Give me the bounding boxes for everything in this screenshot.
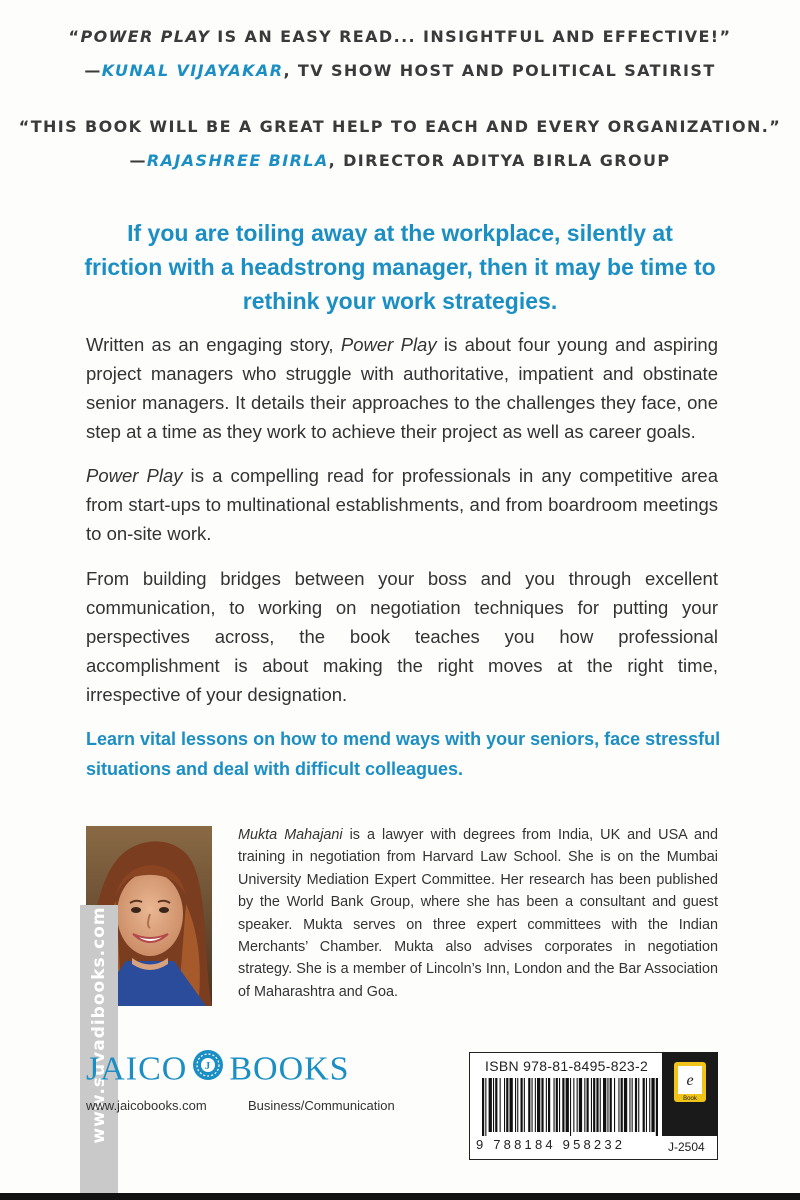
author-bio: [238, 824, 718, 1003]
publisher-website: www.jaicobooks.com: [86, 1098, 207, 1113]
quote-2-text: “THIS BOOK WILL BE A GREAT HELP TO EACH AND EVERY ORGANIZATION.”: [18, 117, 782, 136]
publisher-logo: [86, 1048, 350, 1091]
barcode-bar: [587, 1078, 589, 1132]
barcode-bar: [651, 1078, 654, 1132]
review-quote-1: [0, 20, 800, 88]
barcode-bar: [500, 1078, 501, 1132]
quote-1-attribution: [0, 54, 800, 88]
barcode-bar: [517, 1078, 518, 1132]
barcode-bar: [600, 1078, 601, 1132]
ebook-label: Book: [683, 1096, 697, 1102]
barcode-bar: [621, 1078, 623, 1132]
barcode-bar: [541, 1078, 543, 1132]
quote-open-mark: “: [68, 27, 81, 46]
barcode-bar: [537, 1078, 540, 1132]
author-bio-text: is a lawyer with degrees from India, UK and USA and training in negotiation from Harvard Law School. She is on the Mumbai University Mediation Expert Committee. Her research has been published by the World Bank Group, where she has been a consultant and guest speaker. Mukta serves on three expert committees with the Indian Merchants’ Chamber. Mukta also advises corporates in negotiation strategy. She is a member of Lincoln’s Inn, London and the Bar Association of Maharashtra and Goa.: [238, 827, 718, 1000]
barcode-bar: [579, 1078, 582, 1132]
lead-line: rethink your work strategies.: [242, 288, 558, 314]
barcode-bar: [562, 1078, 564, 1132]
watermark-text: www.suvadibooks.com: [89, 906, 109, 1144]
barcode-bar: [638, 1078, 639, 1132]
barcode-bar: [632, 1078, 633, 1132]
barcode-bar: [596, 1078, 598, 1132]
barcode-bar: [504, 1078, 505, 1132]
barcode-bar: [566, 1078, 569, 1132]
barcode-bar: [649, 1078, 650, 1132]
barcode-bar: [607, 1078, 608, 1132]
publisher-name-right: BOOKS: [229, 1050, 350, 1088]
barcode-bar: [584, 1078, 585, 1132]
ebook-letter: e: [686, 1072, 694, 1089]
barcode-bar: [656, 1078, 658, 1136]
author-name: Mukta Mahajani: [238, 827, 343, 843]
quote-1-author: KUNAL VIJAYAKAR: [101, 61, 284, 80]
barcode-bar: [624, 1078, 627, 1132]
barcode-bar: [554, 1078, 555, 1132]
barcode-bar: [506, 1078, 508, 1132]
quote-1-text: [0, 20, 800, 54]
barcode-bar: [591, 1078, 592, 1132]
paragraph-text: Written as an engaging story,: [86, 334, 341, 355]
book-title-italic: Power Play: [340, 334, 437, 355]
barcode-bar: [570, 1078, 571, 1136]
barcode-number: 9 788184 958232: [476, 1137, 626, 1152]
seal-letter: J: [205, 1060, 212, 1072]
barcode-bar: [532, 1078, 533, 1132]
attribution-dash: —: [129, 151, 147, 170]
barcode-bar: [510, 1078, 513, 1132]
callout-line: situations and deal with difficult colleagues.: [86, 759, 464, 779]
barcode-bar: [535, 1078, 536, 1132]
barcode-bar: [556, 1078, 558, 1132]
barcode-image: [482, 1078, 658, 1136]
barcode-bar: [646, 1078, 647, 1132]
barcode-bar: [485, 1078, 486, 1136]
barcode-bar: [593, 1078, 595, 1132]
barcode-bar: [635, 1078, 637, 1132]
barcode-bar: [548, 1078, 550, 1132]
barcode-bar: [521, 1078, 523, 1132]
review-quote-2: [0, 110, 800, 178]
barcode-bar: [618, 1078, 619, 1132]
isbn-label: ISBN 978-81-8495-823-2: [485, 1058, 649, 1074]
lead-statement: [60, 216, 740, 318]
lead-line: If you are toiling away at the workplace, silently at: [127, 220, 673, 246]
barcode-bar: [493, 1078, 494, 1132]
quote-2-role: , DIRECTOR ADITYA BIRLA GROUP: [328, 151, 671, 170]
description-paragraph-3: From building bridges between your boss and you through excellent communication, to working on negotiation techniques for putting your perspectives across, the book teaches you how professional accomplishment is about making the right moves at the right time, irrespective of your designation.: [86, 568, 718, 705]
book-title-italic: Power Play: [86, 465, 183, 486]
paragraph-text: is about four young and aspiring project managers who struggle with authoritative, impatient and obstinate senior managers. It details their approaches to the challenges they face, one step at a time as they work to achieve their project as well as career goals.: [86, 334, 719, 442]
paragraph-text: is a compelling read for professionals in any competitive area from start-ups to multinational establishments, and from boardroom meetings to on-site work.: [86, 465, 718, 544]
publisher-seal-graphic: [191, 1048, 225, 1082]
product-code: J-2504: [668, 1140, 705, 1154]
barcode-bar: [524, 1078, 525, 1132]
barcode-bar: [495, 1078, 497, 1132]
description-paragraph-1: [86, 330, 718, 446]
barcode-bar: [577, 1078, 578, 1132]
barcode-bar: [643, 1078, 645, 1132]
barcode-bar: [546, 1078, 547, 1132]
barcode-bar: [614, 1078, 615, 1132]
barcode-bar: [629, 1078, 630, 1132]
quote-2-attribution: [0, 144, 800, 178]
key-lessons-callout: [86, 724, 736, 784]
quote-1-body: IS AN EASY READ... INSIGHTFUL AND EFFECTIVE!”: [210, 27, 732, 46]
barcode-bar: [515, 1078, 516, 1132]
barcode-bar: [603, 1078, 606, 1132]
quote-2-author: RAJASHREE BIRLA: [146, 151, 329, 170]
callout-line: Learn vital lessons on how to mend ways with your seniors, face stressful: [86, 729, 721, 749]
barcode-bar: [573, 1078, 574, 1132]
barcode-bar: [489, 1078, 492, 1132]
description-paragraph-2: [86, 461, 718, 548]
barcode-bar: [610, 1078, 612, 1132]
quote-1-role: , TV SHOW HOST AND POLITICAL SATIRIST: [283, 61, 716, 80]
lead-line: friction with a headstrong manager, then it may be time to: [84, 254, 716, 280]
barcode-bar: [482, 1078, 484, 1136]
barcode-bar: [559, 1078, 560, 1132]
attribution-dash: —: [84, 61, 102, 80]
publisher-seal-icon: [191, 1048, 225, 1091]
bottom-edge-bar: [0, 1193, 800, 1200]
publisher-name-left: JAICO: [86, 1050, 188, 1088]
quote-book-title: POWER PLAY: [80, 27, 211, 46]
ebook-icon: [672, 1060, 708, 1104]
book-category: Business/Communication: [248, 1098, 395, 1113]
barcode-bar: [528, 1078, 530, 1132]
